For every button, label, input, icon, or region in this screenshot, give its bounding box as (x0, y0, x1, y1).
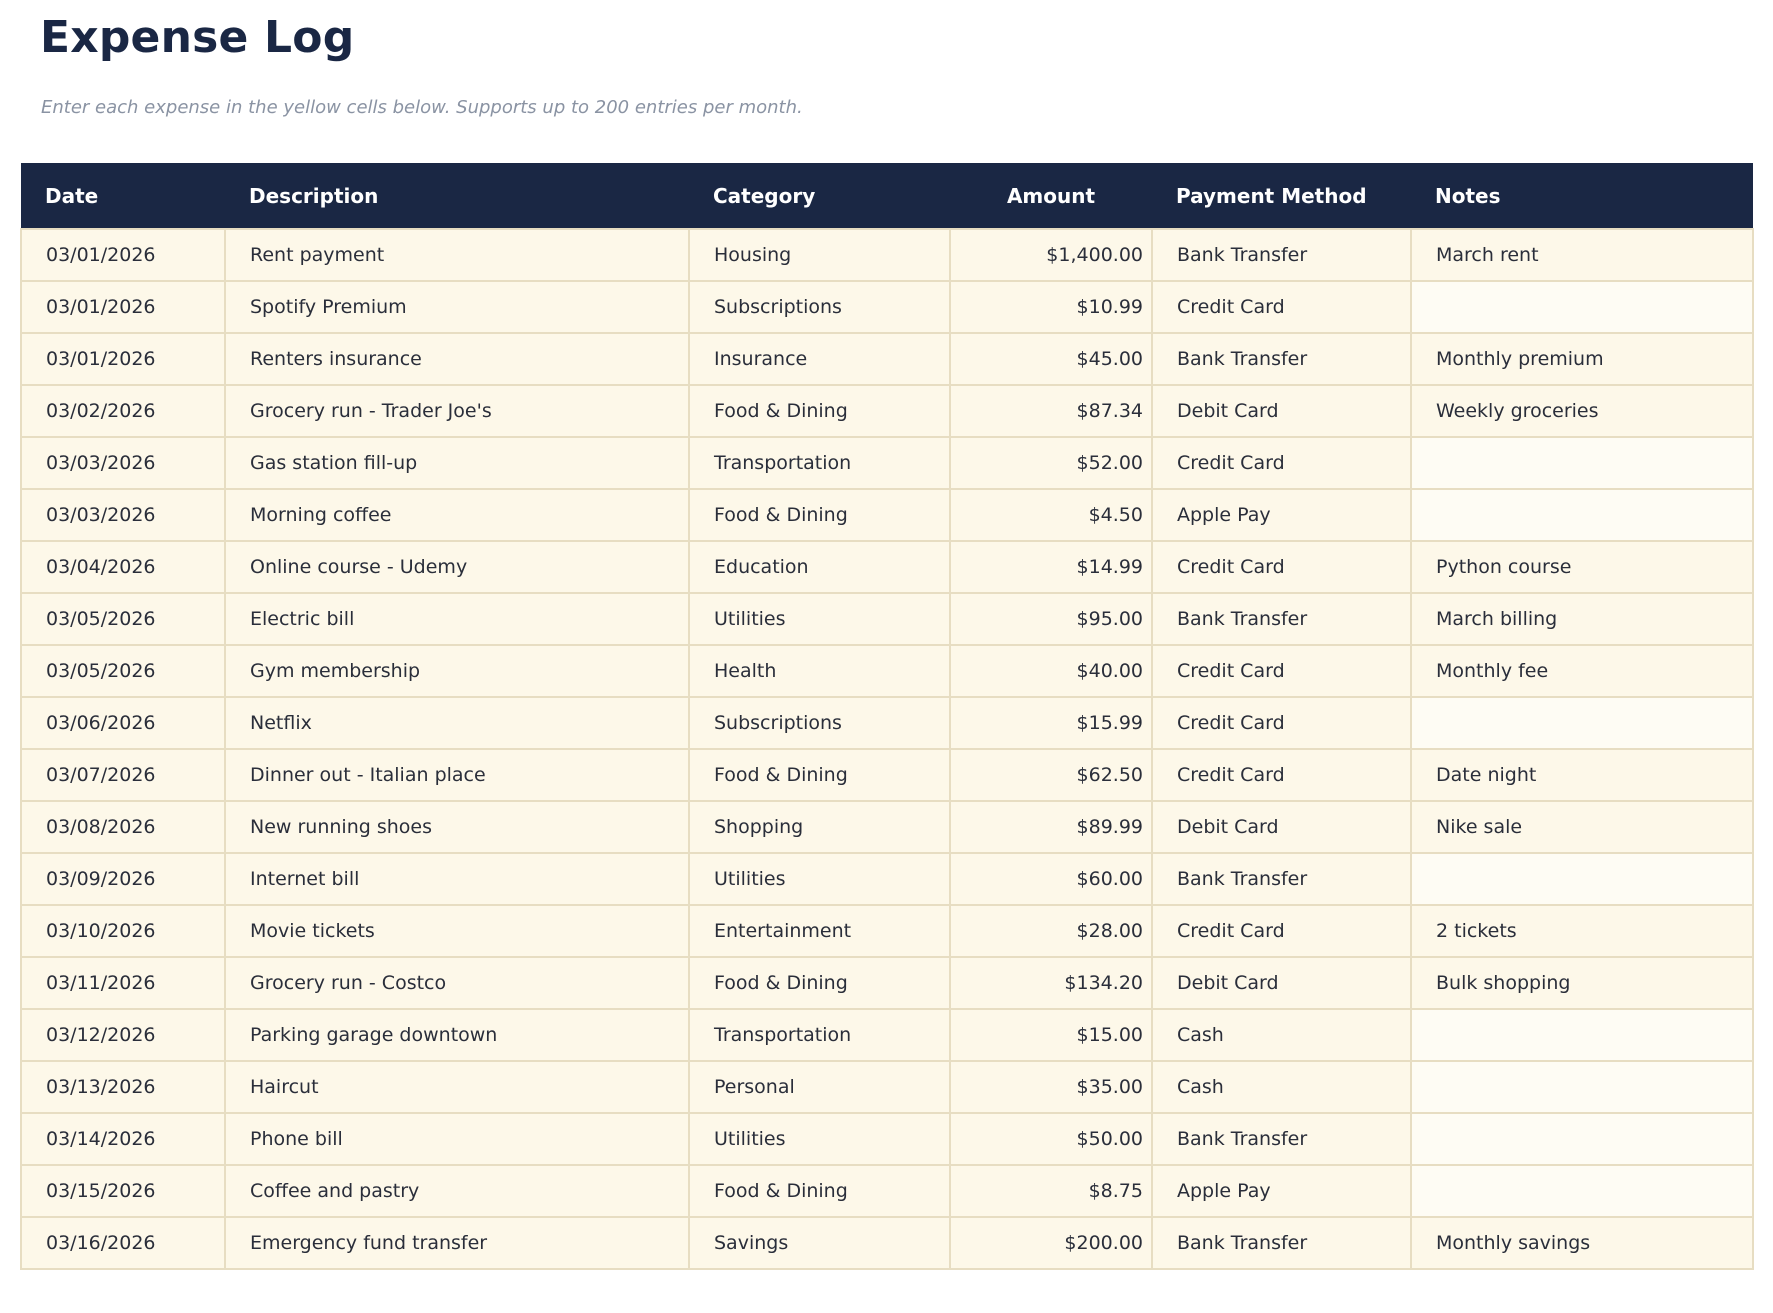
expense-row (21, 385, 1753, 437)
cell-category[interactable]: Food & Dining (689, 749, 950, 801)
cell-payment-method[interactable]: Cash (1152, 1061, 1411, 1113)
cell-date[interactable]: 03/16/2026 (21, 1217, 225, 1269)
cell-payment-method[interactable]: Debit Card (1152, 801, 1411, 853)
cell-notes[interactable]: Nike sale (1411, 801, 1753, 853)
cell-payment-method[interactable]: Apple Pay (1152, 1165, 1411, 1217)
cell-date[interactable]: 03/03/2026 (21, 489, 225, 541)
column-header-description: Description (225, 163, 689, 229)
cell-payment-method[interactable]: Bank Transfer (1152, 333, 1411, 385)
cell-date[interactable]: 03/11/2026 (21, 957, 225, 1009)
expense-row (21, 593, 1753, 645)
expense-row (21, 697, 1753, 749)
cell-date[interactable]: 03/01/2026 (21, 229, 225, 281)
cell-description[interactable]: Movie tickets (225, 905, 689, 957)
cell-payment-method[interactable]: Bank Transfer (1152, 1113, 1411, 1165)
cell-amount[interactable]: $45.00 (950, 333, 1152, 385)
expense-row (21, 801, 1753, 853)
cell-payment-method[interactable]: Bank Transfer (1152, 593, 1411, 645)
cell-amount[interactable]: $89.99 (950, 801, 1152, 853)
cell-notes[interactable] (1411, 697, 1753, 749)
cell-description[interactable]: Rent payment (225, 229, 689, 281)
expense-row (21, 905, 1753, 957)
cell-category[interactable]: Housing (689, 229, 950, 281)
cell-notes[interactable]: Weekly groceries (1411, 385, 1753, 437)
cell-category[interactable]: Shopping (689, 801, 950, 853)
column-header-notes: Notes (1411, 163, 1753, 229)
cell-notes[interactable] (1411, 281, 1753, 333)
cell-description[interactable]: Morning coffee (225, 489, 689, 541)
cell-description[interactable]: Phone bill (225, 1113, 689, 1165)
cell-amount[interactable]: $8.75 (950, 1165, 1152, 1217)
cell-notes[interactable]: 2 tickets (1411, 905, 1753, 957)
cell-category[interactable]: Education (689, 541, 950, 593)
cell-date[interactable]: 03/04/2026 (21, 541, 225, 593)
cell-date[interactable]: 03/15/2026 (21, 1165, 225, 1217)
expense-table (20, 163, 1754, 1270)
cell-date[interactable]: 03/10/2026 (21, 905, 225, 957)
cell-category[interactable]: Health (689, 645, 950, 697)
cell-amount[interactable]: $14.99 (950, 541, 1152, 593)
cell-category[interactable]: Utilities (689, 1113, 950, 1165)
cell-date[interactable]: 03/02/2026 (21, 385, 225, 437)
expense-log-page (0, 12, 1773, 1270)
cell-amount[interactable]: $50.00 (950, 1113, 1152, 1165)
column-header-payment-method: Payment Method (1152, 163, 1411, 229)
expense-row (21, 645, 1753, 697)
expense-row (21, 749, 1753, 801)
cell-description[interactable]: Coffee and pastry (225, 1165, 689, 1217)
cell-description[interactable]: Grocery run - Costco (225, 957, 689, 1009)
cell-payment-method[interactable]: Credit Card (1152, 697, 1411, 749)
cell-payment-method[interactable]: Bank Transfer (1152, 1217, 1411, 1269)
cell-amount[interactable]: $60.00 (950, 853, 1152, 905)
cell-notes[interactable] (1411, 1165, 1753, 1217)
cell-notes[interactable] (1411, 1113, 1753, 1165)
cell-category[interactable]: Subscriptions (689, 697, 950, 749)
cell-description[interactable]: Grocery run - Trader Joe's (225, 385, 689, 437)
cell-notes[interactable]: March billing (1411, 593, 1753, 645)
column-header-amount: Amount (950, 163, 1152, 229)
cell-payment-method[interactable]: Credit Card (1152, 541, 1411, 593)
expense-row (21, 1009, 1753, 1061)
cell-payment-method[interactable]: Credit Card (1152, 281, 1411, 333)
expense-row (21, 1217, 1753, 1269)
cell-description[interactable]: New running shoes (225, 801, 689, 853)
cell-date[interactable]: 03/13/2026 (21, 1061, 225, 1113)
cell-amount[interactable]: $1,400.00 (950, 229, 1152, 281)
cell-date[interactable]: 03/03/2026 (21, 437, 225, 489)
cell-date[interactable]: 03/01/2026 (21, 281, 225, 333)
cell-date[interactable]: 03/14/2026 (21, 1113, 225, 1165)
cell-amount[interactable]: $15.99 (950, 697, 1152, 749)
cell-notes[interactable]: Monthly savings (1411, 1217, 1753, 1269)
cell-date[interactable]: 03/05/2026 (21, 645, 225, 697)
cell-description[interactable]: Online course - Udemy (225, 541, 689, 593)
cell-description[interactable]: Electric bill (225, 593, 689, 645)
cell-payment-method[interactable]: Credit Card (1152, 437, 1411, 489)
cell-description[interactable]: Dinner out - Italian place (225, 749, 689, 801)
cell-notes[interactable]: Python course (1411, 541, 1753, 593)
cell-payment-method[interactable]: Apple Pay (1152, 489, 1411, 541)
cell-notes[interactable] (1411, 437, 1753, 489)
cell-amount[interactable]: $62.50 (950, 749, 1152, 801)
cell-category[interactable]: Transportation (689, 437, 950, 489)
cell-description[interactable]: Spotify Premium (225, 281, 689, 333)
cell-category[interactable]: Utilities (689, 853, 950, 905)
cell-description[interactable]: Gas station fill-up (225, 437, 689, 489)
cell-payment-method[interactable]: Credit Card (1152, 645, 1411, 697)
cell-notes[interactable]: Date night (1411, 749, 1753, 801)
cell-notes[interactable]: Monthly fee (1411, 645, 1753, 697)
cell-amount[interactable]: $4.50 (950, 489, 1152, 541)
cell-category[interactable]: Food & Dining (689, 385, 950, 437)
cell-payment-method[interactable]: Cash (1152, 1009, 1411, 1061)
cell-category[interactable]: Food & Dining (689, 1165, 950, 1217)
cell-notes[interactable] (1411, 1061, 1753, 1113)
cell-description[interactable]: Internet bill (225, 853, 689, 905)
cell-amount[interactable]: $10.99 (950, 281, 1152, 333)
column-header-date: Date (21, 163, 225, 229)
cell-amount[interactable]: $87.34 (950, 385, 1152, 437)
cell-amount[interactable]: $35.00 (950, 1061, 1152, 1113)
expense-row (21, 541, 1753, 593)
cell-payment-method[interactable]: Debit Card (1152, 385, 1411, 437)
cell-notes[interactable]: Monthly premium (1411, 333, 1753, 385)
cell-amount[interactable]: $200.00 (950, 1217, 1152, 1269)
cell-payment-method[interactable]: Debit Card (1152, 957, 1411, 1009)
cell-notes[interactable]: March rent (1411, 229, 1753, 281)
cell-date[interactable]: 03/12/2026 (21, 1009, 225, 1061)
cell-description[interactable]: Emergency fund transfer (225, 1217, 689, 1269)
expense-row (21, 229, 1753, 281)
cell-category[interactable]: Entertainment (689, 905, 950, 957)
cell-notes[interactable] (1411, 853, 1753, 905)
cell-payment-method[interactable]: Bank Transfer (1152, 853, 1411, 905)
page-title: Expense Log (40, 12, 355, 63)
expense-row (21, 333, 1753, 385)
cell-description[interactable]: Gym membership (225, 645, 689, 697)
page-subtitle: Enter each expense in the yellow cells below. Supports up to 200 entries per month. (41, 97, 803, 118)
cell-notes[interactable] (1411, 1009, 1753, 1061)
cell-category[interactable]: Food & Dining (689, 957, 950, 1009)
cell-date[interactable]: 03/07/2026 (21, 749, 225, 801)
cell-payment-method[interactable]: Bank Transfer (1152, 229, 1411, 281)
cell-description[interactable]: Parking garage downtown (225, 1009, 689, 1061)
cell-category[interactable]: Savings (689, 1217, 950, 1269)
cell-date[interactable]: 03/05/2026 (21, 593, 225, 645)
cell-description[interactable]: Haircut (225, 1061, 689, 1113)
cell-amount[interactable]: $134.20 (950, 957, 1152, 1009)
expense-row (21, 281, 1753, 333)
cell-category[interactable]: Subscriptions (689, 281, 950, 333)
expense-row (21, 853, 1753, 905)
cell-amount[interactable]: $95.00 (950, 593, 1152, 645)
cell-category[interactable]: Insurance (689, 333, 950, 385)
cell-payment-method[interactable]: Credit Card (1152, 905, 1411, 957)
cell-amount[interactable]: $28.00 (950, 905, 1152, 957)
cell-amount[interactable]: $15.00 (950, 1009, 1152, 1061)
expense-row (21, 1113, 1753, 1165)
cell-payment-method[interactable]: Credit Card (1152, 749, 1411, 801)
cell-date[interactable]: 03/08/2026 (21, 801, 225, 853)
cell-category[interactable]: Transportation (689, 1009, 950, 1061)
cell-amount[interactable]: $52.00 (950, 437, 1152, 489)
expense-row (21, 1165, 1753, 1217)
cell-date[interactable]: 03/01/2026 (21, 333, 225, 385)
column-header-category: Category (689, 163, 950, 229)
expense-row (21, 957, 1753, 1009)
cell-category[interactable]: Personal (689, 1061, 950, 1113)
cell-category[interactable]: Utilities (689, 593, 950, 645)
cell-description[interactable]: Netflix (225, 697, 689, 749)
cell-date[interactable]: 03/09/2026 (21, 853, 225, 905)
table-header-row (21, 163, 1753, 229)
cell-notes[interactable]: Bulk shopping (1411, 957, 1753, 1009)
cell-category[interactable]: Food & Dining (689, 489, 950, 541)
expense-row (21, 1061, 1753, 1113)
cell-description[interactable]: Renters insurance (225, 333, 689, 385)
cell-notes[interactable] (1411, 489, 1753, 541)
expense-row (21, 437, 1753, 489)
cell-amount[interactable]: $40.00 (950, 645, 1152, 697)
expense-row (21, 489, 1753, 541)
cell-date[interactable]: 03/06/2026 (21, 697, 225, 749)
